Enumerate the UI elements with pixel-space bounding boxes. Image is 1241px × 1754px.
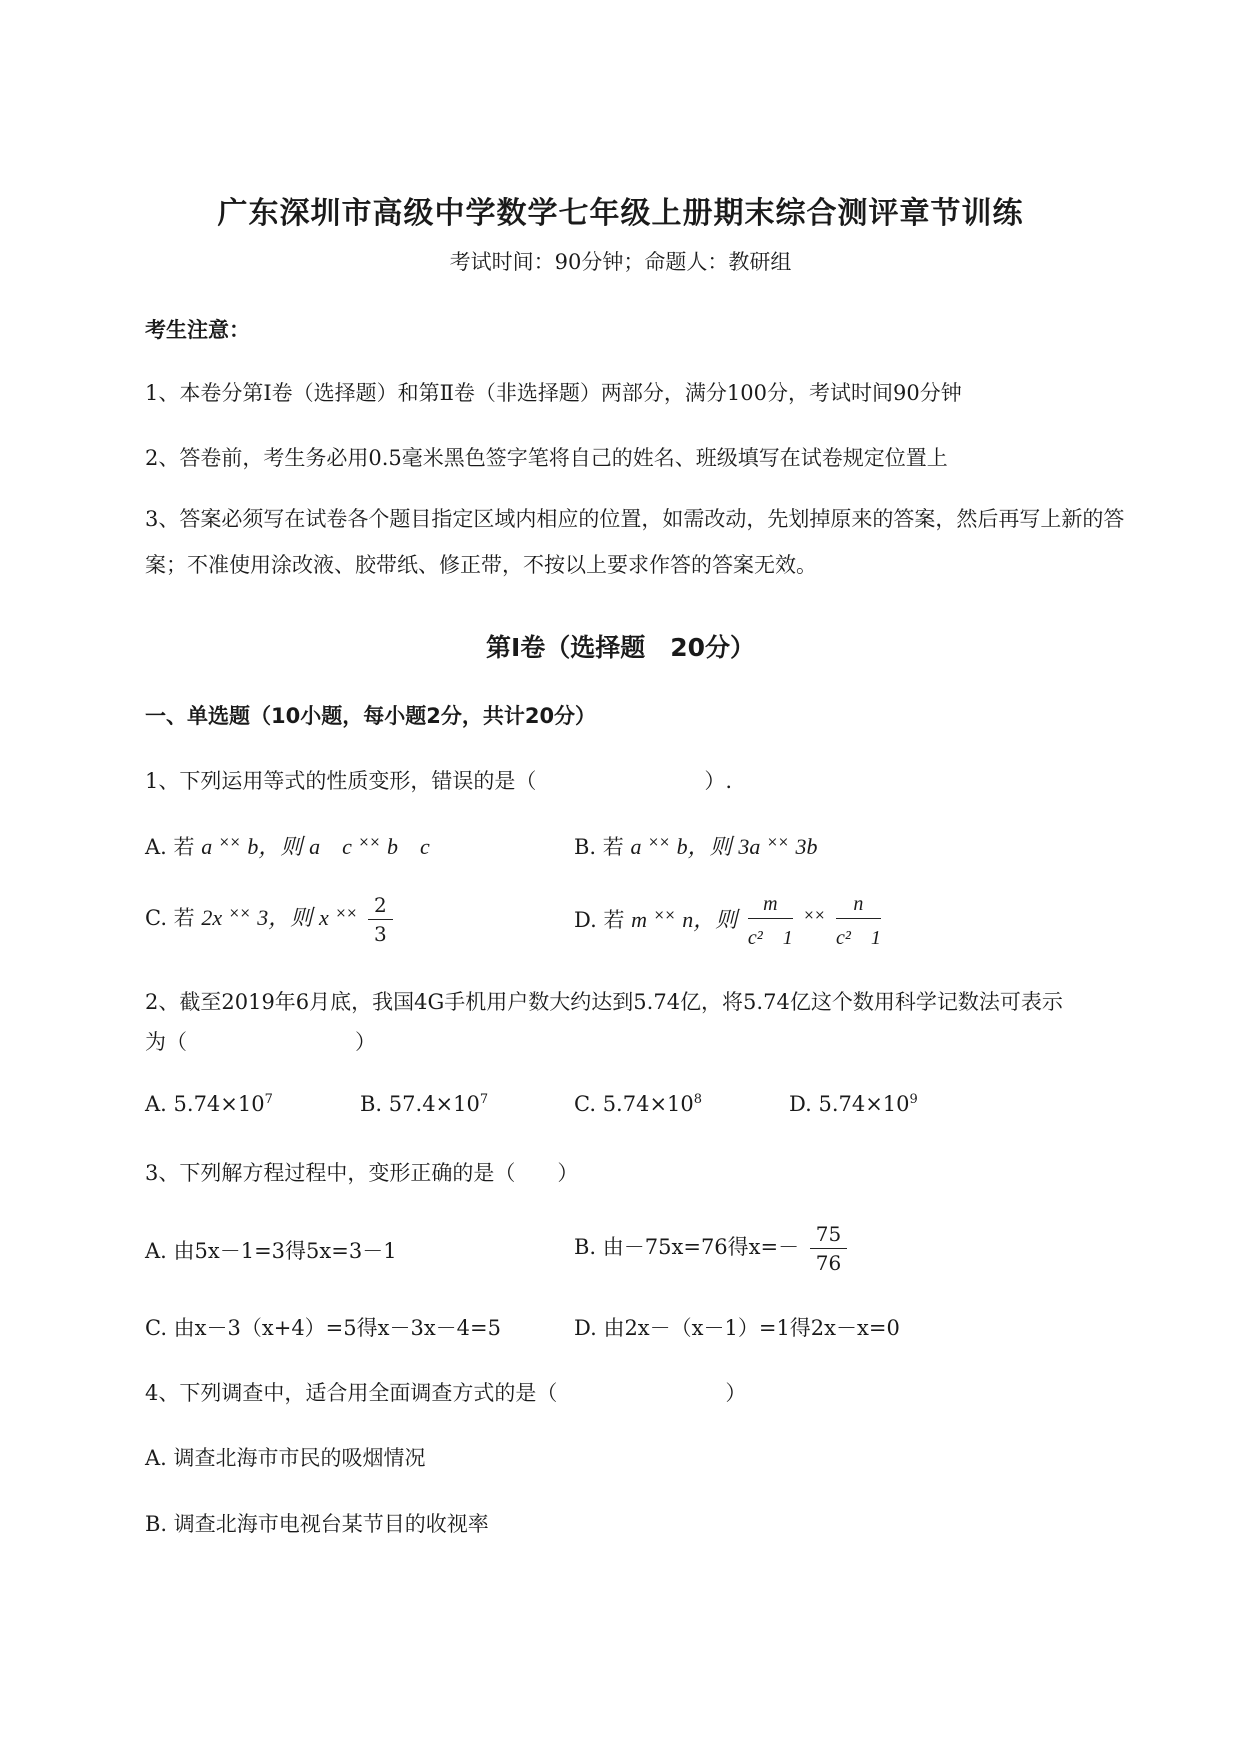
question-2-option-a: A. $5.74\times 10^7$ [145,1092,273,1116]
question-3-option-a: A. 由5x－1=3得5x=3－1 [145,1239,397,1263]
question-3-option-b: B. 由－75x=76得x=－ $\frac{75}{76}$ [574,1222,851,1275]
fraction: $\frac{75}{76}$ [810,1222,847,1275]
notice-item-2: 2、答卷前，考生务必用0.5毫米黑色签字笔将自己的姓名、班级填写在试卷规定位置上 [145,446,948,470]
question-3-option-c: C. 由x－3（x+4）=5得x－3x－4=5 [145,1316,501,1340]
option-label: B. 若 [574,835,624,859]
math-expr: x [319,905,329,930]
question-1-option-d: D. 若 m ×× n，则 $\frac{m}{\text{c² 1}}$ ×× $\frac{n}{\text{c² 1}}$ [574,893,881,949]
question-4-option-a: A. 调查北海市市民的吸烟情况 [145,1446,426,1470]
math-expr: 3b [795,834,818,859]
question-3-option-d: D. 由2x－（x－1）=1得2x－x=0 [574,1316,900,1340]
fraction: $\frac{n}{\text{c² 1}}$ [835,893,881,949]
exam-info: 考试时间：90分钟；命题人：教研组 [449,250,792,274]
math-expr: 2x [201,905,223,930]
question-3-stem: 3、下列解方程过程中，变形正确的是（ ） [145,1161,579,1185]
math-expr: 3，则 [257,905,313,930]
math-expr: m [631,907,648,932]
page-title: 广东深圳市高级中学数学七年级上册期末综合测评章节训练 [217,196,1024,231]
option-label: A. 若 [145,835,195,859]
math-expr: b，则 [676,834,732,859]
option-label: D. 若 [574,908,625,932]
question-2-option-b: B. $57.4\times 10^7$ [360,1092,489,1116]
math-expr: b，则 [247,834,303,859]
notice-item-3: 3、答案必须写在试卷各个题目指定区域内相应的位置，如需改动，先划掉原来的答案，然后再写上新的答案；不准使用涂改液、胶带纸、修正带，不按以上要求作答的答案无效。 [145,507,1125,577]
math-expr: a [630,834,642,859]
question-1-stem: 1、下列运用等式的性质变形，错误的是（ ）. [145,769,733,793]
math-expr: a [201,834,213,859]
notice-heading: 考生注意： [145,318,250,342]
question-2-stem-line-1: 2、截至2019年6月底，我国4G手机用户数大约达到5.74亿，将5.74亿这个数用科学记数法可表示 [145,990,1063,1014]
question-2-option-c: C. $5.74\times 10^8$ [574,1092,703,1116]
question-1-option-b: B. 若 a ×× b，则 3a ×× 3b [574,834,818,859]
question-2-stem-line-2: 为（ ） [145,1030,376,1054]
math-expr: n，则 [682,907,738,932]
notice-item-1: 1、本卷分第I卷（选择题）和第Ⅱ卷（非选择题）两部分，满分100分，考试时间90分钟 [145,381,962,405]
question-4-option-b: B. 调查北海市电视台某节目的收视率 [145,1512,489,1536]
fraction: $\frac{2}{3}$ [368,893,393,946]
math-expr: a c [309,834,352,859]
option-label: C. 若 [145,906,195,930]
question-4-stem: 4、下列调查中，适合用全面调查方式的是（ ） [145,1381,747,1405]
question-2-option-d: D. $5.74\times 10^9$ [789,1092,918,1116]
question-1-option-c: C. 若 2x ×× 3，则 x ×× $\frac{2}{3}$ [145,893,397,946]
math-expr: b c [387,834,430,859]
section-title: 第I卷（选择题 20分） [485,633,756,662]
fraction: $\frac{m}{\text{c² 1}}$ [747,893,793,949]
math-expr: 3a [738,834,761,859]
part-title: 一、单选题（10小题，每小题2分，共计20分） [145,704,597,728]
question-1-option-a: A. 若 a ×× b，则 a c ×× b c [145,834,430,859]
